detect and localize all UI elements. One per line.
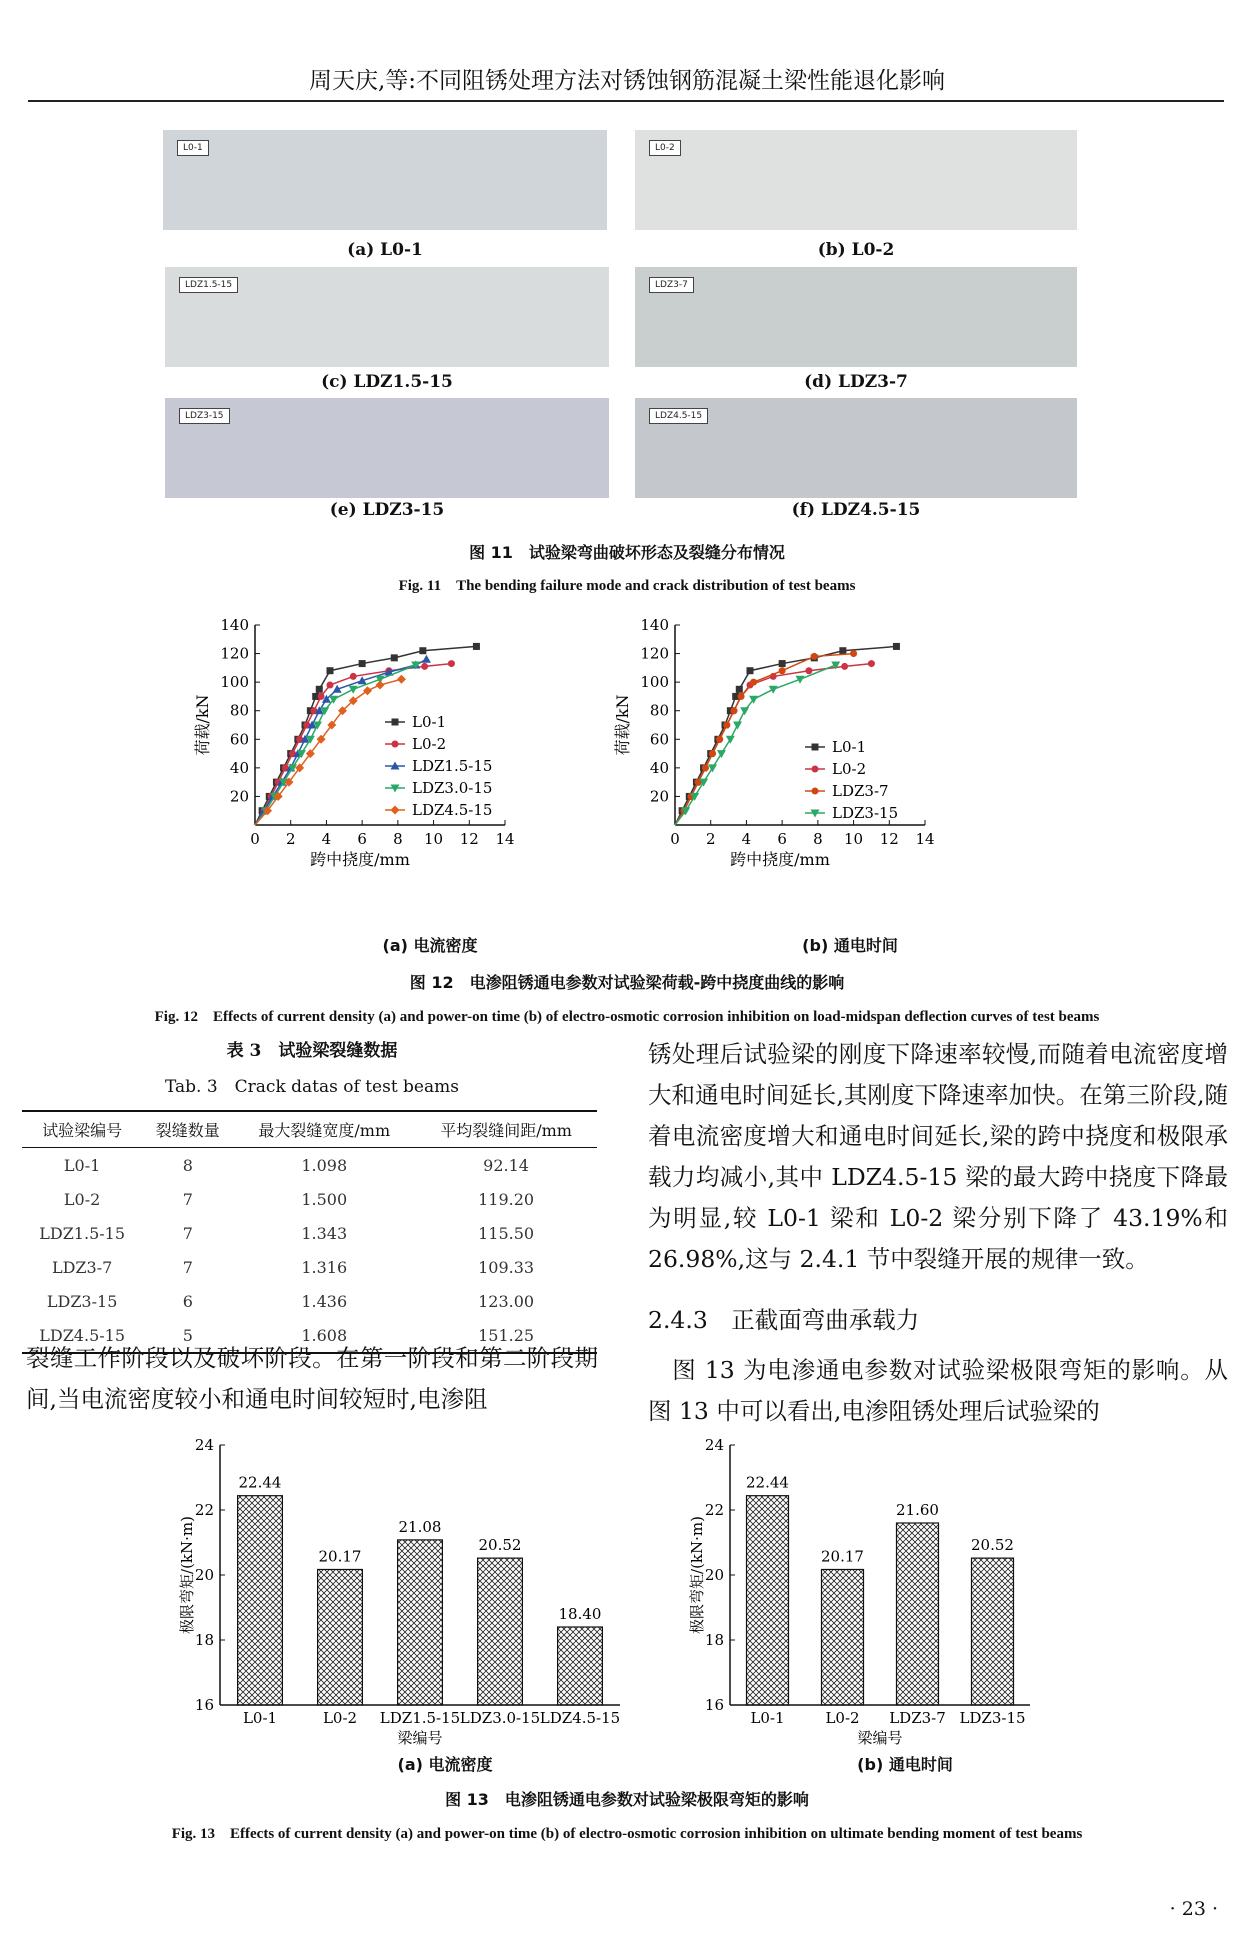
x-tick-label: 6 [777,830,787,848]
x-tick-label: LDZ4.5-15 [539,1709,621,1727]
table-cell: 7 [182,1189,193,1209]
data-point [359,660,366,667]
legend-label: LDZ1.5-15 [412,757,493,775]
data-point [391,654,398,661]
y-tick-label: 16 [194,1696,214,1714]
data-point [709,750,716,757]
table-row [22,1182,597,1216]
figure-caption-en: Fig. 13 Effects of current density (a) and power-on time (b) of electro-osmotic corrosion inhibition on ultimate bending moment of test beams [171,1826,1083,1842]
data-point [812,788,819,795]
data-point [391,806,400,815]
body-paragraph-right: 锈处理后试验梁的刚度下降速率较慢,而随着电流密度增大和通电时间延长,其刚度下降速率加快。在第三阶段,随着电流密度增大和通电时间延长,梁的跨中挠度和极限承载力均减小,其中 LDZ4.5-15 梁的最大跨中挠度下降最为明显,较 L0-1 梁和 L0-2 梁分别下降了 43.19%和 26.98%,这与 2.4.1 节中裂缝开展的规律一致。 [648,1040,1228,1273]
beam-photo [635,398,1077,498]
legend-label: LDZ3.0-15 [412,779,493,797]
figure-caption-cn: 图 11 试验梁弯曲破坏形态及裂缝分布情况 [469,543,785,562]
x-tick-label: 12 [879,830,899,848]
beam-photo [635,267,1077,367]
data-point [717,750,726,758]
data-point [850,650,857,657]
x-tick-label: LDZ3-15 [959,1709,1026,1727]
data-point [747,667,754,674]
x-tick-label: 6 [357,830,367,848]
y-tick-label: 18 [194,1631,214,1649]
table-cell: 115.50 [478,1223,535,1243]
beam-photo [165,267,609,367]
section-heading: 2.4.3 正截面弯曲承载力 [648,1306,920,1334]
table-cell: 1.436 [301,1291,348,1311]
y-tick-label: 80 [649,701,669,720]
y-tick-label: 20 [649,787,669,806]
page-number: · 23 · [1169,1898,1218,1920]
x-tick-label: L0-1 [750,1709,785,1727]
table-row [22,1216,597,1250]
column-header: 裂缝数量 [142,1111,233,1148]
data-point [392,741,399,748]
data-label: 21.60 [896,1501,939,1519]
data-label: 18.40 [558,1605,602,1623]
data-point [839,647,846,654]
beam-tag: L0-2 [649,140,681,156]
y-tick-label: 140 [220,616,249,634]
legend-label: LDZ4.5-15 [412,801,493,819]
beam-tag: LDZ3-15 [179,408,230,424]
data-point [730,707,737,714]
bar [238,1496,283,1705]
legend-label: L0-1 [832,738,867,756]
figure-caption-en: Fig. 11 The bending failure mode and crack distribution of test beams [398,578,856,594]
table-cell: 109.33 [478,1257,535,1277]
bar [478,1558,523,1705]
table-cell: 119.20 [478,1189,535,1209]
data-point [868,660,875,667]
data-point [392,719,399,726]
data-point [733,722,742,730]
x-tick-label: 8 [393,830,403,848]
y-tick-label: 120 [220,644,249,663]
table-row [22,1250,597,1284]
data-point [349,686,358,694]
legend-label: LDZ3-7 [832,782,889,800]
legend-label: L0-1 [412,713,447,731]
data-point [448,660,455,667]
beam-tag: LDZ4.5-15 [649,408,708,424]
x-tick-label: 12 [459,830,479,848]
data-label: 21.08 [398,1517,442,1536]
line-chart-power-on-time [610,605,1030,915]
data-point [473,643,480,650]
data-point [736,686,743,693]
running-title: 周天庆,等:不同阻锈处理方法对锈蚀钢筋混凝土梁性能退化影响 [308,68,946,94]
line-chart-current-density [190,605,610,915]
data-point [708,764,717,772]
column-header: 平均裂缝间距/mm [415,1111,597,1148]
subfigure-label: (a) 电流密度 [397,1755,493,1774]
data-point [811,653,818,660]
bar [398,1540,443,1705]
y-tick-label: 22 [194,1501,214,1519]
table-cell: 1.343 [301,1223,348,1243]
table-cell: 151.25 [415,1318,597,1353]
data-point [327,667,334,674]
data-point [318,693,325,700]
panel-label: (d) LDZ3-7 [804,372,908,392]
legend-label: L0-2 [832,760,867,778]
x-tick-label: 10 [844,830,864,848]
body-paragraph-right-2: 图 13 为电渗通电参数对试验梁极限弯矩的影响。从图 13 中可以看出,电渗阻锈处理后试验梁的 [648,1356,1228,1425]
x-tick-label: 4 [321,830,332,848]
x-axis-label: 跨中挠度/mm [730,850,830,869]
column-header: 最大裂缝宽度/mm [233,1111,415,1148]
data-point [723,722,730,729]
x-axis-label: 梁编号 [857,1729,903,1747]
y-tick-label: 100 [640,673,669,692]
data-point [841,663,848,670]
table-cell: 123.00 [478,1291,535,1311]
series-line [255,659,426,825]
panel-label: (e) LDZ3-15 [329,500,445,520]
x-axis-label: 梁编号 [397,1729,443,1747]
table-cell: 5 [142,1318,233,1353]
subfigure-label: (a) 电流密度 [382,936,478,955]
x-tick-label: 0 [670,830,680,848]
data-point [422,655,431,663]
data-point [893,643,900,650]
x-tick-label: L0-2 [322,1709,358,1727]
y-tick-label: 40 [229,758,249,777]
subfigure-label: (b) 通电时间 [857,1755,953,1774]
table-cell: 1.500 [301,1189,348,1209]
table-cell: LDZ3-7 [51,1257,113,1277]
y-tick-label: 80 [229,701,249,720]
data-point [702,764,709,771]
beam-tag: LDZ3-7 [649,277,694,293]
x-tick-label: 2 [285,830,296,848]
x-tick-label: L0-2 [825,1709,860,1727]
y-tick-label: 16 [704,1696,724,1714]
bar [972,1558,1014,1705]
data-point [350,673,357,680]
subfigure-label: (b) 通电时间 [802,936,898,955]
y-tick-label: 60 [229,730,249,749]
column-header: 试验梁编号 [22,1111,142,1148]
data-point [779,660,786,667]
table-cell: LDZ4.5-15 [22,1318,142,1353]
table-title-en: Tab. 3 Crack datas of test beams [165,1077,459,1097]
series [675,650,857,825]
panel-label: (f) LDZ4.5-15 [791,500,921,520]
table-cell: 92.14 [483,1155,529,1175]
table-cell: 7 [182,1223,193,1243]
x-tick-label: 14 [915,830,935,848]
table-cell: LDZ1.5-15 [39,1223,126,1243]
data-point [738,693,745,700]
table-cell: 7 [182,1257,193,1277]
beam-tag: LDZ1.5-15 [179,277,238,293]
data-point [397,675,406,684]
y-tick-label: 24 [194,1436,214,1454]
data-label: 22.44 [746,1473,789,1492]
x-tick-label: 0 [250,830,260,848]
data-point [812,766,819,773]
data-label: 22.44 [238,1473,282,1492]
bar [558,1627,603,1705]
table-cell: L0-2 [63,1189,101,1209]
panel-label: (b) L0-2 [817,240,895,260]
legend-label: L0-2 [412,735,447,753]
y-tick-label: 40 [649,758,669,777]
x-tick-label: 4 [741,830,752,848]
data-label: 20.52 [478,1536,522,1555]
data-label: 20.17 [318,1547,362,1566]
table-header-row [22,1111,597,1148]
bar [747,1496,789,1705]
beam-photo [635,130,1077,230]
bar [822,1569,864,1705]
x-tick-label: 8 [813,830,823,848]
header-rule [28,100,1224,102]
data-point [316,686,323,693]
table-row [22,1284,597,1318]
bar [318,1569,363,1705]
data-point [419,647,426,654]
beam-tag: L0-1 [177,140,209,156]
table-cell: 8 [182,1155,193,1175]
data-point [812,744,819,751]
data-point [769,686,778,694]
y-tick-label: 20 [229,787,249,806]
x-tick-label: 2 [705,830,716,848]
x-tick-label: LDZ1.5-15 [379,1709,461,1727]
y-tick-label: 140 [640,616,669,634]
x-tick-label: L0-1 [242,1709,278,1727]
data-point [376,681,385,690]
data-point [327,682,334,689]
x-tick-label: 10 [424,830,444,848]
table-cell: 1.316 [301,1257,348,1277]
beam-photo [163,130,607,230]
data-point [805,667,812,674]
data-label: 20.52 [971,1536,1014,1555]
series [255,643,480,825]
table-cell: 6 [182,1291,193,1311]
y-axis-label: 极限弯矩/(kN·m) [178,1516,196,1634]
series [675,662,840,826]
data-point [363,686,372,695]
bar-chart-power-on-time [690,1425,1070,1750]
y-axis-label: 极限弯矩/(kN·m) [688,1516,706,1634]
figure-caption-cn: 图 13 电渗阻锈通电参数对试验梁极限弯矩的影响 [445,1790,809,1809]
panel-label: (c) LDZ1.5-15 [321,372,453,392]
data-point [779,667,786,674]
y-tick-label: 18 [704,1631,724,1649]
data-label: 20.17 [821,1547,864,1566]
body-paragraph-left: 裂缝工作阶段以及破坏阶段。在第一阶段和第二阶段期间,当电流密度较小和通电时间较短时,电渗阻 [26,1344,598,1413]
data-point [421,663,428,670]
legend-label: LDZ3-15 [832,804,899,822]
y-tick-label: 20 [704,1566,724,1584]
data-point [726,736,735,744]
bar-chart-current-density [180,1425,660,1750]
figure-caption-cn: 图 12 电渗阻锈通电参数对试验梁荷载-跨中挠度曲线的影响 [409,973,845,992]
table-cell: 1.608 [233,1318,415,1353]
y-tick-label: 20 [194,1566,214,1584]
x-tick-label: LDZ3.0-15 [459,1709,541,1727]
data-point [716,736,723,743]
y-tick-label: 60 [649,730,669,749]
crack-data-table [22,1110,597,1354]
table-row [22,1148,597,1183]
y-axis-label: 荷载/kN [613,694,632,756]
data-point [740,707,749,715]
y-tick-label: 100 [220,673,249,692]
table-title-cn: 表 3 试验梁裂缝数据 [226,1041,398,1061]
x-tick-label: 14 [495,830,515,848]
x-axis-label: 跨中挠度/mm [310,850,410,869]
y-tick-label: 120 [640,644,669,663]
panel-label: (a) L0-1 [347,240,423,260]
table-cell: L0-1 [63,1155,101,1175]
bar [897,1523,939,1705]
figure-caption-en: Fig. 12 Effects of current density (a) and power-on time (b) of electro-osmotic corrosion inhibition on load-midspan deflection curves of test beams [154,1009,1100,1025]
x-tick-label: LDZ3-7 [889,1709,946,1727]
table-cell: LDZ3-15 [46,1291,118,1311]
data-point [750,679,757,686]
y-tick-label: 22 [704,1501,724,1519]
table-cell: 1.098 [301,1155,348,1175]
beam-photo [165,398,609,498]
y-tick-label: 24 [704,1436,724,1454]
y-axis-label: 荷载/kN [193,694,212,756]
